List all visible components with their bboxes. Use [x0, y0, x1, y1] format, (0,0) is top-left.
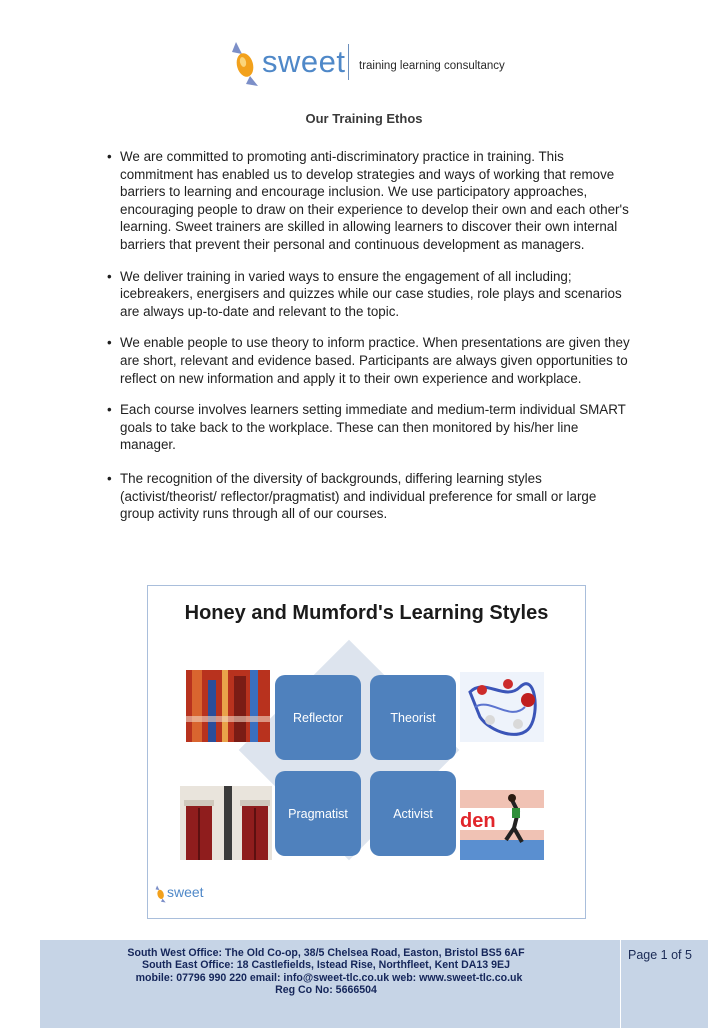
svg-text:den: den [460, 810, 496, 832]
page-title-text: Our Training Ethos [305, 111, 423, 126]
footer-contact [40, 947, 612, 997]
list-item-text: We enable people to use theory to inform practice. When presentations are given they are short, relevant and evidence based. Participants are always given opportunities to reflect on new information and apply it to their own experience and workplace. [120, 335, 630, 386]
style-reflector [275, 675, 361, 760]
style-pragmatist [275, 771, 361, 856]
theorist-photo [460, 672, 544, 742]
footer-contact-row [40, 972, 612, 984]
list-item [104, 401, 634, 454]
footer-web[interactable]: web: www.sweet-tlc.co.uk [392, 971, 523, 984]
bullet-icon: • [107, 149, 112, 164]
logo-divider [348, 44, 349, 80]
ethos-list [104, 148, 634, 537]
style-activist [370, 771, 456, 856]
diagram-logo [154, 882, 224, 910]
list-item-text: We deliver training in varied ways to ensure the engagement of all including; icebreakers, energisers and quizzes while our case studies, role plays and scenarios are always up-to-date and relevant to the topic. [120, 268, 622, 319]
cell-label: Theorist [390, 710, 436, 725]
logo-tagline: training learning consultancy [359, 60, 505, 72]
diagram-logo-word: sweet [167, 884, 204, 900]
page-number: Page 1 of 5 [628, 948, 692, 962]
cell-label: Pragmatist [288, 806, 348, 821]
footer-mobile: mobile: 07796 990 220 [135, 971, 247, 984]
sweet-wrapper-icon [154, 882, 168, 906]
page-title [0, 111, 728, 126]
style-theorist [370, 675, 456, 760]
diagram-title: Honey and Mumford's Learning Styles [184, 602, 549, 624]
footer-email[interactable]: email: info@sweet-tlc.co.uk [249, 971, 390, 984]
list-item [104, 334, 634, 387]
footer-reg: Reg Co No: 5666504 [275, 984, 377, 997]
footer-address-southwest: South West Office: The Old Co-op, 38/5 Chelsea Road, Easton, Bristol BS5 6AF [127, 947, 525, 959]
bullet-icon: • [107, 268, 112, 284]
footer-divider [620, 940, 621, 1028]
company-logo [228, 40, 518, 90]
footer-address-southeast: South East Office: 18 Castlefields, Istead Rise, Northfleet, Kent DA13 9EJ [142, 959, 510, 972]
list-item [104, 470, 634, 523]
bullet-icon: • [107, 470, 112, 486]
cell-label: Activist [393, 806, 433, 821]
logo-wordmark: sweet [262, 44, 346, 79]
sweet-wrapper-icon [228, 40, 264, 88]
bullet-icon: • [107, 402, 112, 418]
list-item [104, 268, 634, 321]
list-item-text: We are committed to promoting anti-discriminatory practice in training. This commitment has enabled us to develop strategies and ways of working that remove barriers to learning and encourage inclusion. We use participatory approaches, encouraging people to draw on their experience to develop their own and each other's learning. Sweet trainers are skilled in allowing learners to discover their own internal barriers that prevent their personal and continuous development as managers. [120, 149, 629, 252]
list-item [104, 148, 634, 254]
list-item-text: The recognition of the diversity of backgrounds, differing learning styles (activist/theorist/ reflector/pragmatist) and individual preference for small or large group activity runs through all of our courses. [120, 470, 597, 522]
list-item-text: Each course involves learners setting immediate and medium-term individual SMART goals to take back to the workplace. These can then monitored by his/her line manager. [120, 402, 626, 453]
activist-photo [460, 790, 544, 860]
page-footer [40, 940, 708, 1028]
cell-label: Reflector [292, 710, 344, 725]
learning-styles-diagram [147, 585, 586, 919]
reflector-photo [186, 670, 270, 742]
bullet-icon: • [107, 335, 112, 351]
pragmatist-photo [180, 786, 272, 860]
